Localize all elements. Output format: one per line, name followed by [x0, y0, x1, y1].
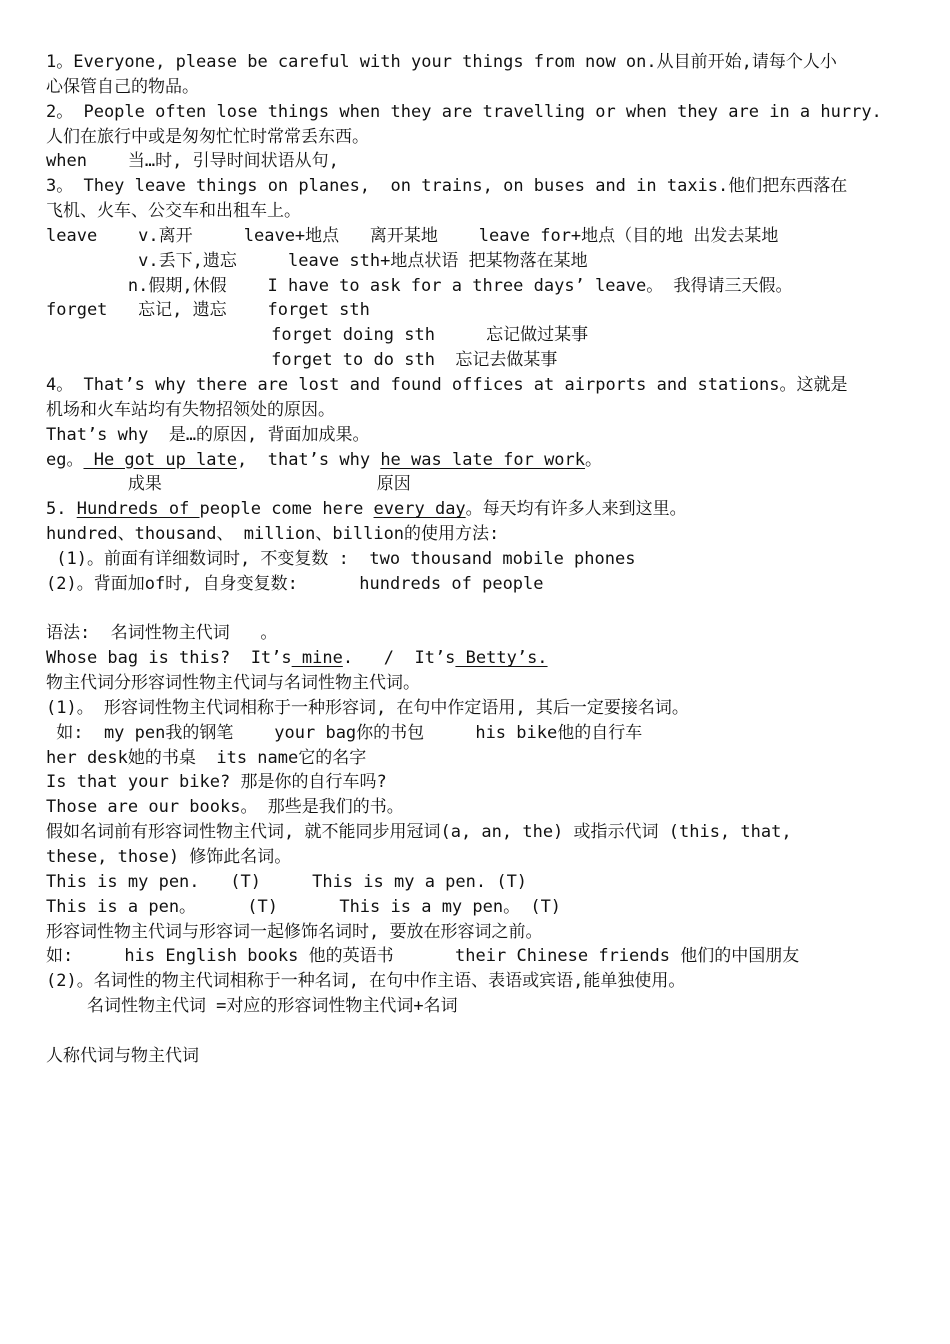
underlined-every-day: every day	[373, 499, 466, 520]
example-pen-2: This is a pen。 (T) This is a my pen。 (T)	[46, 896, 562, 917]
leave-line2: v.丢下,遗忘 leave sth+地点状语 把某物落在某地	[46, 250, 588, 271]
item3-line1: 3。 They leave things on planes, on trains, on buses and in taxis.他们把东西落在	[46, 176, 848, 197]
our-books-line: Those are our books。 那些是我们的书。	[46, 797, 404, 818]
possessive-example-1: 如: my pen我的钢笔 your bag你的书包 his bike他的自行车	[46, 722, 643, 743]
adjective-order-rule: 形容词性物主代词与形容词一起修饰名词时, 要放在形容词之前。	[46, 921, 543, 942]
item5-line: 5. Hundreds of people come here every day。每天均有许多人来到这里。	[46, 499, 687, 520]
item3-line2: 飞机、火车、公交车和出租车上。	[46, 201, 301, 222]
usage-2: (2)。背面加of时, 自身变复数: hundreds of people	[46, 573, 544, 594]
underlined-hundreds-of: Hundreds of	[76, 499, 200, 520]
underlined-bettys: Betty’s.	[455, 648, 548, 669]
grammar-title: 语法: 名词性物主代词 。	[46, 623, 278, 644]
example-pen-1: This is my pen. (T) This is my a pen. (T)	[46, 871, 528, 892]
bike-question: Is that your bike? 那是你的自行车吗?	[46, 772, 387, 793]
underlined-cause: He got up late	[83, 449, 238, 470]
leave-line1: leave v.离开 leave+地点 离开某地 leave for+地点（目的地 出发去某地	[46, 225, 779, 246]
example-labels: 成果 原因	[46, 474, 411, 495]
document-page	[46, 50, 906, 1069]
article-rule-line2: these, those) 修饰此名词。	[46, 847, 292, 867]
article-rule-line1: 假如名词前有形容词性物主代词, 就不能同步用冠词(a, an, the) 或指示代词 (this, that,	[46, 822, 792, 843]
forget-line2: forget doing sth 忘记做过某事	[46, 325, 589, 346]
possessive-rule-2: (2)。名词性的物主代词相称于一种名词, 在句中作主语、表语或宾语,能单独使用。	[46, 971, 686, 992]
leave-line3: n.假期,休假 I have to ask for a three days’ leave。 我得请三天假。	[46, 275, 793, 296]
section-title-pronouns: 人称代词与物主代词	[46, 1045, 199, 1066]
example-sentence: eg。 He got up late, that’s why he was late for work。	[46, 449, 603, 470]
possessive-formula: 名词性物主代词 =对应的形容词性物主代词+名词	[46, 996, 458, 1017]
hundred-usage: hundred、thousand、 million、billion的使用方法:	[46, 524, 500, 545]
item2-line2: 人们在旅行中或是匆匆忙忙时常常丢东西。	[46, 126, 369, 147]
forget-line1: forget 忘记, 遗忘 forget sth	[46, 300, 370, 321]
possessive-intro: 物主代词分形容词性物主代词与名词性物主代词。	[46, 673, 420, 694]
item1-line1: 1。Everyone, please be careful with your things from now on.从目前开始,请每个人小	[46, 52, 837, 72]
item1-line2: 心保管自己的物品。	[46, 76, 199, 97]
possessive-example-2: her desk她的书桌 its name它的名字	[46, 747, 367, 768]
spacer	[46, 1019, 906, 1044]
thats-why-note: That’s why 是…的原因, 背面加成果。	[46, 424, 370, 445]
whose-bag-line: Whose bag is this? It’s mine. / It’s Betty’s.	[46, 648, 548, 669]
underlined-mine: mine	[291, 648, 343, 669]
usage-1: (1)。前面有详细数词时, 不变复数 : two thousand mobile phones	[46, 548, 636, 569]
underlined-result: he was late for work	[380, 449, 586, 470]
when-note: when 当…时, 引导时间状语从句,	[46, 151, 339, 172]
adjective-order-example: 如: his English books 他的英语书 their Chinese friends 他们的中国朋友	[46, 946, 800, 967]
spacer	[46, 597, 906, 622]
possessive-rule-1: (1)。 形容词性物主代词相称于一种形容词, 在句中作定语用, 其后一定要接名词。	[46, 697, 689, 718]
item4-line1: 4。 That’s why there are lost and found offices at airports and stations。这就是	[46, 374, 848, 395]
item4-line2: 机场和火车站均有失物招领处的原因。	[46, 399, 335, 420]
item2-line1: 2。 People often lose things when they are travelling or when they are in a hurry.	[46, 101, 882, 122]
forget-line3: forget to do sth 忘记去做某事	[46, 350, 558, 371]
